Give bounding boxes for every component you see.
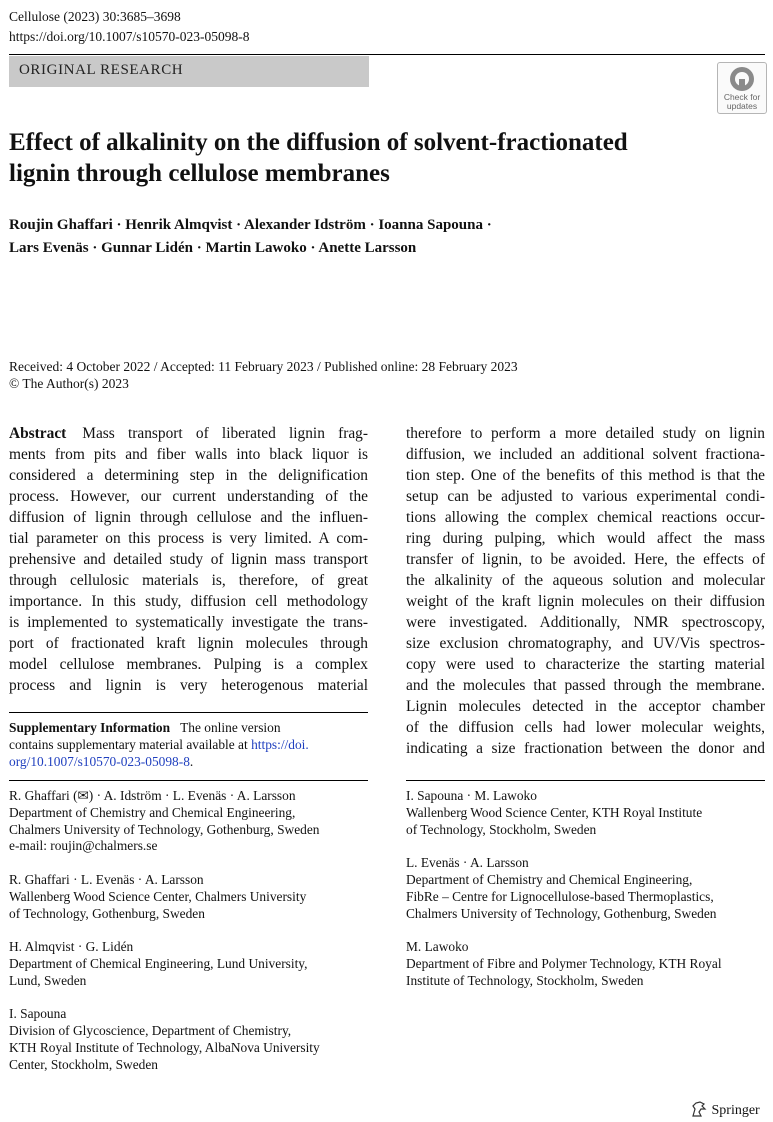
affiliation-line: of Technology, Gothenburg, Sweden	[9, 905, 205, 921]
authors-line-1: Roujin Ghaffari · Henrik Almqvist · Alexander Idström · Ioanna Sapouna ·	[9, 217, 492, 233]
publisher-name: Springer	[711, 1103, 760, 1118]
abstract-line: prehensive and detailed study of lignin mass transport	[9, 551, 368, 568]
check-for-updates-badge[interactable]	[717, 62, 767, 114]
abstract-line: model cellulose membranes. Pulping is a complex	[9, 656, 368, 673]
affiliations-rule-right	[406, 780, 765, 781]
affiliation-line: Lund, Sweden	[9, 972, 87, 988]
abstract-line: ring during pulping, which would affect the mass	[406, 530, 765, 547]
affiliation-line: Center, Stockholm, Sweden	[9, 1056, 158, 1072]
affiliation-block	[406, 788, 765, 838]
affiliation-block	[9, 788, 368, 855]
doi-link[interactable]: https://doi.org/10.1007/s10570-023-05098-8	[9, 29, 250, 44]
abstract-line: weight of the kraft lignin molecules on their diffusion	[406, 593, 765, 610]
affiliation-line: of Technology, Stockholm, Sweden	[406, 821, 597, 837]
abstract-line: transfer of lignin, to be avoided. Here, the effects of	[406, 551, 765, 568]
abstract-line: therefore to perform a more detailed study on lignin	[406, 425, 765, 442]
abstract-line: tions allowing the complex chemical reactions occur-	[406, 509, 765, 526]
abstract-line: importance. In this study, diffusion cell methodology	[9, 593, 368, 610]
abstract-line: were investigated. Additionally, NMR spectroscopy,	[406, 614, 765, 631]
affiliation-line: Department of Chemistry and Chemical Engineering,	[406, 871, 693, 887]
author-email[interactable]: e-mail: roujin@chalmers.se	[9, 838, 158, 854]
abstract-line: considered a determining step in the delignification	[9, 467, 368, 484]
copyright-line: © The Author(s) 2023	[9, 376, 129, 391]
affiliation-line: Department of Fibre and Polymer Technology, KTH Royal	[406, 955, 722, 971]
abstract-line: of the diffusion cells had lower molecular weights,	[406, 719, 765, 736]
title-line-2: lignin through cellulose membranes	[9, 160, 390, 187]
affiliations-left	[9, 788, 368, 1090]
affiliation-line: Department of Chemical Engineering, Lund University,	[9, 955, 308, 971]
affiliation-authors: H. Almqvist · G. Lidén	[9, 939, 134, 955]
affiliation-block	[406, 855, 765, 922]
abstract-line: and the molecules that passed through the membrane.	[406, 677, 765, 694]
abstract-line: process and lignin is very heterogenous material	[9, 677, 368, 694]
supplementary-link-1[interactable]: https://doi.	[251, 737, 309, 752]
affiliation-block	[9, 872, 368, 922]
abstract-line: is implemented to systematically investigate the trans-	[9, 614, 368, 631]
abstract-line: copy were used to characterize the starting material	[406, 656, 765, 673]
abstract-line: the alkalinity of the aqueous solution and molecular	[406, 572, 765, 589]
abstract-left-lines	[9, 444, 368, 696]
affiliation-authors: I. Sapouna · M. Lawoko	[406, 788, 537, 803]
article-type-band	[9, 56, 369, 87]
supplementary-text-1: The online version	[180, 720, 281, 735]
affiliation-authors: M. Lawoko	[406, 939, 469, 955]
supplementary-rule	[9, 712, 368, 713]
abstract-line: diffusion, we included an additional solvent fractiona-	[406, 446, 765, 463]
check-updates-icon	[729, 66, 755, 92]
affiliation-line: KTH Royal Institute of Technology, AlbaNova University	[9, 1039, 320, 1055]
abstract-line: ments from pits and fiber walls into black liquor is	[9, 446, 368, 463]
header-rule	[9, 54, 765, 55]
affiliation-block	[9, 939, 368, 989]
supplementary-end: .	[189, 754, 194, 769]
supplementary-heading: Supplementary Information	[9, 720, 171, 735]
abstract-right-column	[406, 423, 765, 759]
dates-line: Received: 4 October 2022 / Accepted: 11 February 2023 / Published online: 28 February 2023	[9, 359, 518, 374]
affiliation-line: Division of Glycoscience, Department of Chemistry,	[9, 1023, 292, 1039]
affiliation-authors: R. Ghaffari · L. Evenäs · A. Larsson	[9, 871, 204, 887]
publisher-footer	[690, 1101, 760, 1119]
affiliations-rule-left	[9, 780, 368, 781]
abstract-line: diffusion of lignin through cellulose and the influen-	[9, 509, 368, 526]
abstract-line: port of fractionated kraft lignin molecules through	[9, 635, 368, 652]
abstract-line: indicating a size fractionation between the donor and	[406, 740, 765, 757]
supplementary-info	[9, 719, 349, 770]
affiliation-line: Wallenberg Wood Science Center, KTH Royal Institute	[406, 804, 703, 820]
abstract-line: tion step. One of the benefits of this method is that the	[406, 467, 765, 484]
abstract-line: through cellulosic materials is, therefore, of great	[9, 572, 368, 589]
abstract-line: Mass transport of liberated lignin frag-	[82, 425, 368, 442]
affiliation-line: Institute of Technology, Stockholm, Sweden	[406, 972, 644, 988]
badge-line-2: updates	[726, 101, 758, 111]
title-line-1: Effect of alkalinity on the diffusion of solvent-fractionated	[9, 129, 628, 156]
abstract-left-column	[9, 423, 368, 696]
abstract-line: Lignin molecules detected in the acceptor chamber	[406, 698, 765, 715]
affiliation-line: Wallenberg Wood Science Center, Chalmers University	[9, 888, 307, 904]
supplementary-link-2[interactable]: org/10.1007/s10570-023-05098-8	[9, 754, 190, 769]
abstract-line: process. However, our current understanding of the	[9, 488, 368, 505]
abstract-heading: Abstract	[9, 425, 67, 442]
affiliations-right	[406, 788, 765, 1006]
authors-line-2: Lars Evenäs · Gunnar Lidén · Martin Lawoko · Anette Larsson	[9, 240, 417, 256]
supplementary-text-2: contains supplementary material available at	[9, 737, 248, 752]
badge-line-1: Check for	[723, 92, 761, 102]
affiliation-line: Department of Chemistry and Chemical Engineering,	[9, 804, 296, 820]
affiliation-authors: L. Evenäs · A. Larsson	[406, 855, 529, 871]
affiliation-line: FibRe – Centre for Lignocellulose-based Thermoplastics,	[406, 888, 714, 904]
journal-citation: Cellulose (2023) 30:3685–3698	[9, 9, 181, 24]
affiliation-block	[406, 939, 765, 989]
affiliation-authors: I. Sapouna	[9, 1006, 67, 1022]
abstract-line: tial parameter on this process is very limited. A com-	[9, 530, 368, 547]
springer-horse-icon	[690, 1101, 708, 1117]
article-type-label: ORIGINAL RESEARCH	[19, 62, 184, 78]
publication-dates	[9, 358, 518, 392]
author-list	[9, 214, 749, 260]
abstract-line: size exclusion chromatography, and UV/Vis spectros-	[406, 635, 765, 652]
affiliation-authors: R. Ghaffari (✉) · A. Idström · L. Evenäs · A. Larsson	[9, 788, 296, 803]
article-title	[9, 127, 749, 189]
abstract-first-line	[9, 423, 368, 444]
affiliation-block	[9, 1006, 368, 1073]
affiliation-line: Chalmers University of Technology, Gothenburg, Sweden	[9, 821, 320, 837]
affiliation-line: Chalmers University of Technology, Gothenburg, Sweden	[406, 905, 717, 921]
abstract-line: setup can be adjusted to various experimental condi-	[406, 488, 765, 505]
